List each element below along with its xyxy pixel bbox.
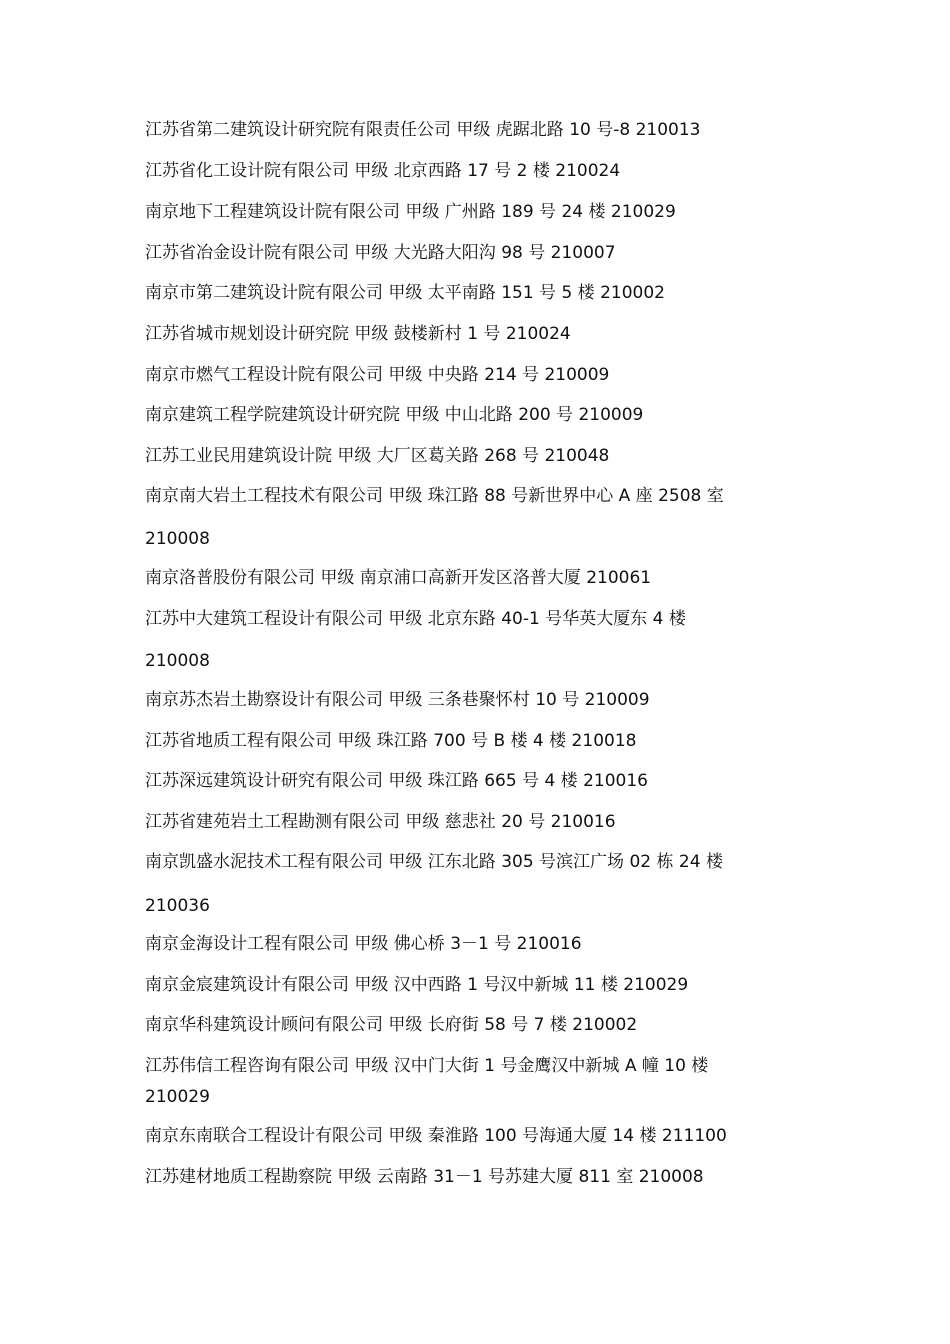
document-line: 210008 bbox=[145, 651, 210, 671]
document-line: 江苏建材地质工程勘察院 甲级 云南路 31－1 号苏建大厦 811 室 210008 bbox=[145, 1167, 704, 1187]
document-line: 210008 bbox=[145, 529, 210, 549]
document-line: 南京凯盛水泥技术工程有限公司 甲级 江东北路 305 号滨江广场 02 栋 24 楼 bbox=[145, 852, 723, 872]
document-line: 江苏中大建筑工程设计有限公司 甲级 北京东路 40-1 号华英大厦东 4 楼 bbox=[145, 609, 686, 629]
document-line: 南京华科建筑设计顾问有限公司 甲级 长府街 58 号 7 楼 210002 bbox=[145, 1015, 638, 1035]
document-line: 江苏省冶金设计院有限公司 甲级 大光路大阳沟 98 号 210007 bbox=[145, 243, 616, 263]
document-line: 南京东南联合工程设计有限公司 甲级 秦淮路 100 号海通大厦 14 楼 211100 bbox=[145, 1126, 727, 1146]
document-line: 江苏省建苑岩土工程勘测有限公司 甲级 慈悲社 20 号 210016 bbox=[145, 812, 616, 832]
document-line: 江苏省城市规划设计研究院 甲级 鼓楼新村 1 号 210024 bbox=[145, 324, 571, 344]
document-line: 江苏深远建筑设计研究有限公司 甲级 珠江路 665 号 4 楼 210016 bbox=[145, 771, 648, 791]
document-line: 南京金海设计工程有限公司 甲级 佛心桥 3－1 号 210016 bbox=[145, 934, 582, 954]
document-line: 南京市第二建筑设计院有限公司 甲级 太平南路 151 号 5 楼 210002 bbox=[145, 283, 665, 303]
document-line: 南京苏杰岩土勘察设计有限公司 甲级 三条巷聚怀村 10 号 210009 bbox=[145, 690, 650, 710]
document-line: 210036 bbox=[145, 896, 210, 916]
document-line: 南京南大岩土工程技术有限公司 甲级 珠江路 88 号新世界中心 A 座 2508 室 bbox=[145, 486, 724, 506]
document-line: 南京金宸建筑设计有限公司 甲级 汉中西路 1 号汉中新城 11 楼 210029 bbox=[145, 975, 689, 995]
document-line: 南京地下工程建筑设计院有限公司 甲级 广州路 189 号 24 楼 210029 bbox=[145, 202, 676, 222]
document-line: 江苏省地质工程有限公司 甲级 珠江路 700 号 B 楼 4 楼 210018 bbox=[145, 731, 637, 751]
document-line: 南京洛普股份有限公司 甲级 南京浦口高新开发区洛普大厦 210061 bbox=[145, 568, 652, 588]
document-line: 江苏省第二建筑设计研究院有限责任公司 甲级 虎踞北路 10 号-8 210013 bbox=[145, 120, 701, 140]
document-line: 江苏省化工设计院有限公司 甲级 北京西路 17 号 2 楼 210024 bbox=[145, 161, 621, 181]
document-line: 210029 bbox=[145, 1087, 210, 1107]
document-line: 南京建筑工程学院建筑设计研究院 甲级 中山北路 200 号 210009 bbox=[145, 405, 644, 425]
document-line: 江苏工业民用建筑设计院 甲级 大厂区葛关路 268 号 210048 bbox=[145, 446, 610, 466]
document-line: 江苏伟信工程咨询有限公司 甲级 汉中门大街 1 号金鹰汉中新城 A 幢 10 楼 bbox=[145, 1056, 709, 1076]
document-line: 南京市燃气工程设计院有限公司 甲级 中央路 214 号 210009 bbox=[145, 365, 610, 385]
